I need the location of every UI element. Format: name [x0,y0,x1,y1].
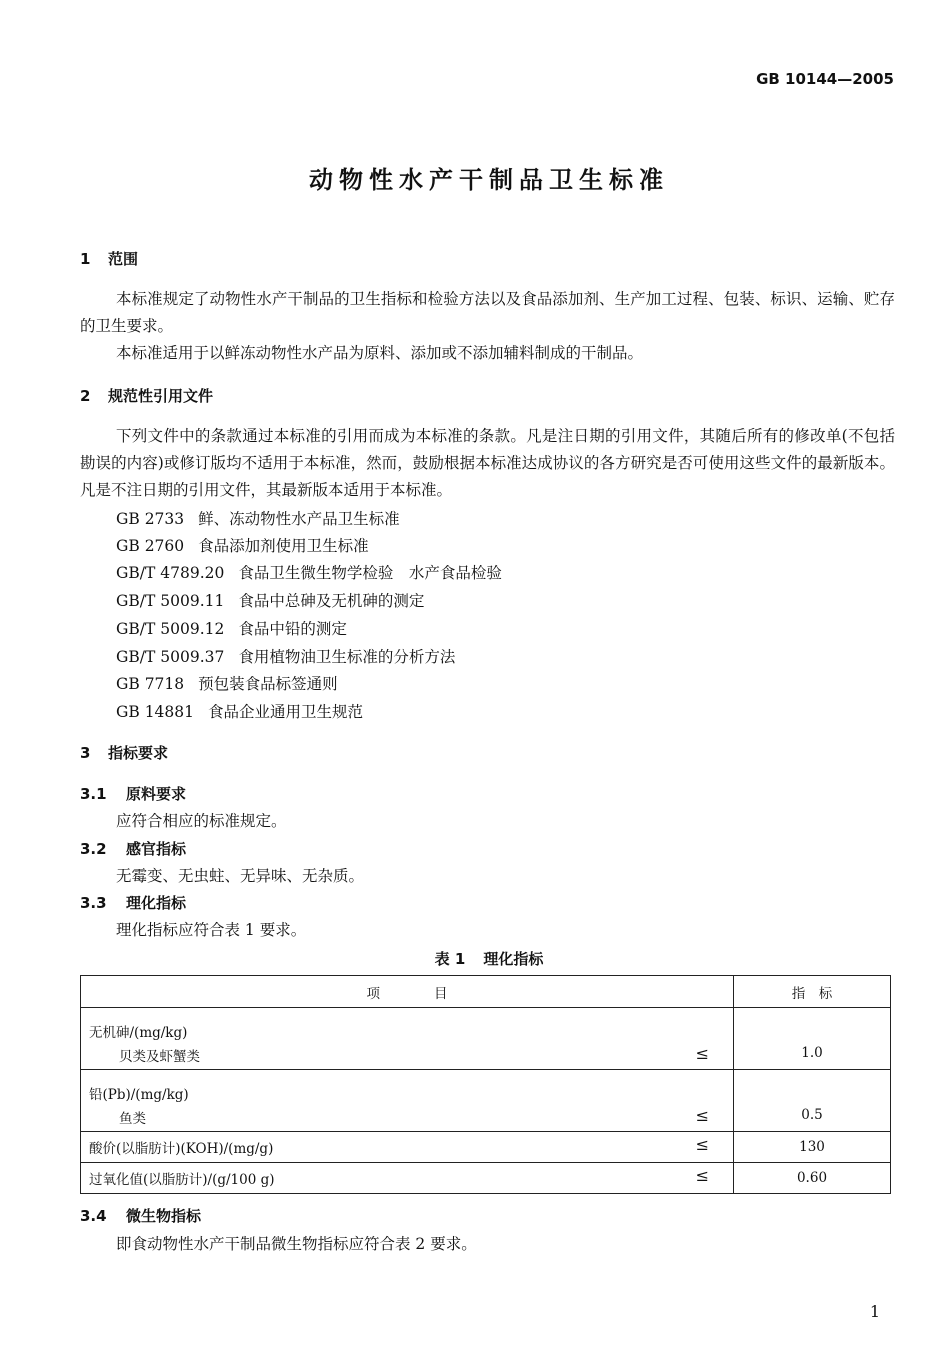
table-row [81,1070,891,1132]
item-name: 无机砷/(mg/kg) [89,1024,188,1041]
less-equal-symbol: ≤ [695,1135,709,1154]
reference-code: GB/T 5009.12 [116,620,225,638]
reference-code: GB 2760 [116,537,185,555]
reference-code: GB 14881 [116,703,195,721]
item-cell [81,1008,734,1070]
section-number: 2 [80,387,91,405]
item-name: 过氧化值(以脂肪计)/(g/100 g) [89,1171,275,1188]
item-cell [81,1132,734,1163]
standard-code: GB 10144—2005 [756,70,894,88]
reference-item [116,561,502,583]
reference-title: 食品企业通用卫生规范 [208,703,364,721]
reference-code: GB/T 5009.37 [116,648,225,666]
section-2-paragraph-1: 下列文件中的条款通过本标准的引用而成为本标准的条款。凡是注日期的引用文件，其随后所有的修改单(不包括勘误的内容)或修订版均不适用于本标准，然而，鼓励根据本标准达成协议的各方研究是否可使用这些文件的最新版本。凡是不注日期的引用文件，其最新版本适用于本标准。 [80,427,895,499]
section-1-paragraph-1: 本标准规定了动物性水产干制品的卫生指标和检验方法以及食品添加剂、生产加工过程、包装、标识、运输、贮存的卫生要求。 [80,290,895,335]
table-header-row [81,976,891,1008]
table-1-caption [0,948,950,969]
section-number: 1 [80,250,91,268]
item-cell [81,1163,734,1194]
value-cell: 130 [734,1132,891,1163]
value-cell: 0.5 [734,1070,891,1132]
section-title: 规范性引用文件 [108,387,214,405]
table-row [81,1008,891,1070]
less-equal-symbol: ≤ [695,1106,709,1125]
item-cell [81,1070,734,1132]
subsection-title: 感官指标 [126,840,187,858]
reference-title: 食品中铅的测定 [238,620,347,638]
subsection-3-1-heading [80,783,186,804]
reference-item [116,700,363,722]
table-row [81,1163,891,1194]
reference-code: GB 7718 [116,675,185,693]
reference-title: 鲜、冻动物性水产品卫生标准 [198,510,400,528]
section-3-heading [80,742,168,763]
subsection-3-3-heading [80,892,186,913]
column-header-value: 指 标 [734,976,891,1008]
reference-title: 预包装食品标签通则 [198,675,338,693]
section-title: 范围 [108,250,139,268]
section-1-paragraph-2: 本标准适用于以鲜冻动物性水产品为原料、添加或不添加辅料制成的干制品。 [116,344,644,362]
reference-item [116,589,424,611]
reference-title: 食品中总砷及无机砷的测定 [238,592,425,610]
value-cell: 0.60 [734,1163,891,1194]
less-equal-symbol: ≤ [695,1044,709,1063]
item-name: 铅(Pb)/(mg/kg) [89,1086,189,1103]
reference-item [116,534,369,556]
section-number: 3 [80,744,91,762]
reference-item [116,617,347,639]
subsection-3-2-text: 无霉变、无虫蛀、无异味、无杂质。 [116,867,365,885]
item-subcategory: 鱼类 [119,1110,146,1127]
subsection-3-1-text: 应符合相应的标准规定。 [116,812,287,830]
subsection-title: 微生物指标 [126,1207,202,1225]
column-header-item: 项 目 [81,976,734,1008]
item-subcategory: 贝类及虾蟹类 [119,1048,200,1065]
subsection-number: 3.2 [80,840,107,858]
table-label: 表 1 [434,950,466,968]
reference-title: 食用植物油卫生标准的分析方法 [238,648,456,666]
subsection-3-3-text: 理化指标应符合表 1 要求。 [116,921,307,939]
reference-item [116,645,455,667]
subsection-title: 原料要求 [126,785,187,803]
reference-item [116,507,400,529]
table-title: 理化指标 [483,950,544,968]
subsection-3-2-heading [80,838,186,859]
subsection-title: 理化指标 [126,894,187,912]
item-name: 酸价(以脂肪计)(KOH)/(mg/g) [89,1140,274,1157]
reference-item [116,672,338,694]
subsection-3-4-heading [80,1205,201,1226]
reference-title: 食品卫生微生物学检验 水产食品检验 [238,564,502,582]
less-equal-symbol: ≤ [695,1166,709,1185]
subsection-3-4-text: 即食动物性水产干制品微生物指标应符合表 2 要求。 [116,1235,477,1253]
subsection-number: 3.1 [80,785,107,803]
value-cell: 1.0 [734,1008,891,1070]
document-title: 动物性水产干制品卫生标准 [309,166,669,194]
physicochemical-table [80,975,891,1194]
reference-code: GB/T 4789.20 [116,564,225,582]
subsection-number: 3.3 [80,894,107,912]
section-2-heading [80,385,213,406]
table-row [81,1132,891,1163]
page-number: 1 [869,1302,880,1321]
reference-code: GB/T 5009.11 [116,592,225,610]
reference-code: GB 2733 [116,510,185,528]
section-1-heading [80,248,138,269]
subsection-number: 3.4 [80,1207,107,1225]
section-title: 指标要求 [108,744,169,762]
reference-title: 食品添加剂使用卫生标准 [198,537,369,555]
